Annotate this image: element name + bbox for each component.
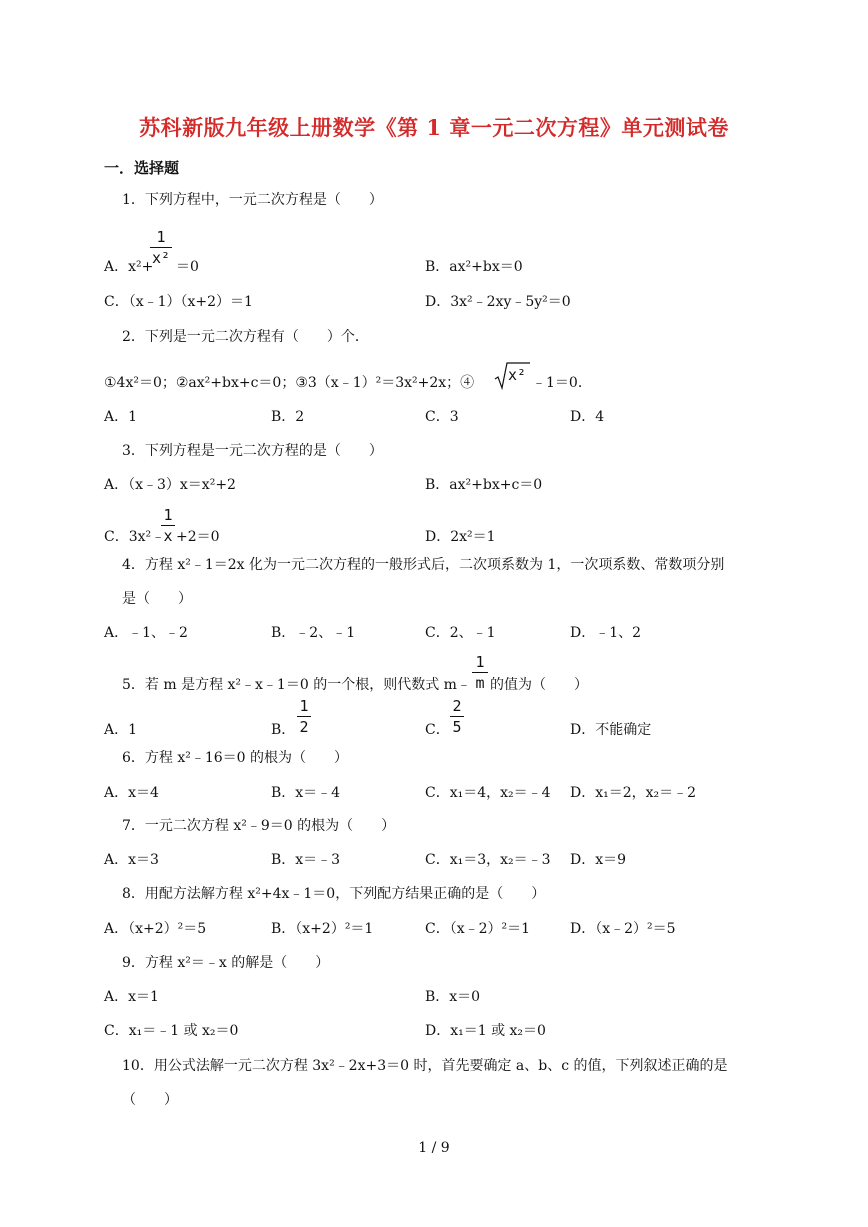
q8-option-a: A．（x+2）²＝5 bbox=[104, 921, 207, 937]
fraction-denominator: m bbox=[475, 674, 485, 692]
question-5-stem-suffix: 的值为（ ） bbox=[490, 677, 588, 693]
q9-option-a: A．x＝1 bbox=[104, 989, 159, 1005]
q4-option-b: B．﹣2、﹣1 bbox=[271, 625, 356, 641]
q4-option-a: A．﹣1、﹣2 bbox=[104, 625, 188, 641]
q5-option-b-label: B． bbox=[271, 722, 296, 738]
question-8-stem: 8．用配方法解方程 x²+4x﹣1＝0，下列配方结果正确的是（ ） bbox=[122, 886, 546, 902]
question-3-stem: 3．下列方程是一元二次方程的是（ ） bbox=[122, 443, 383, 459]
fraction-denominator: 2 bbox=[299, 718, 309, 736]
q3-option-d: D．2x²＝1 bbox=[425, 529, 496, 545]
q3-option-a: A．（x﹣3）x＝x²+2 bbox=[104, 477, 236, 493]
q9-option-d: D．x₁＝1 或 x₂＝0 bbox=[425, 1023, 546, 1039]
q1-option-b: B．ax²+bx＝0 bbox=[425, 259, 523, 275]
question-10-stem-line-1: 10．用公式法解一元二次方程 3x²﹣2x+3＝0 时，首先要确定 a、b、c 的值，下列叙述正确的是 bbox=[122, 1058, 728, 1074]
q7-option-b: B．x＝﹣3 bbox=[271, 852, 341, 868]
q6-option-d: D．x₁＝2，x₂＝﹣2 bbox=[570, 785, 697, 801]
q5-fraction bbox=[472, 653, 488, 692]
q3-option-c-prefix: C．3x²﹣ bbox=[104, 529, 166, 545]
q1-option-a-suffix: ＝0 bbox=[176, 259, 199, 275]
fraction-denominator: 5 bbox=[452, 718, 462, 736]
radicand: x² bbox=[508, 366, 527, 384]
q5-option-c-label: C． bbox=[425, 722, 450, 738]
q2-items-prefix: ①4x²＝0；②ax²+bx+c＝0；③3（x﹣1）²＝3x²+2x；④ bbox=[104, 375, 475, 391]
q5-option-c-fraction bbox=[450, 697, 464, 736]
fraction-numerator: 1 bbox=[156, 228, 166, 246]
question-1-stem: 1．下列方程中，一元二次方程是（ ） bbox=[122, 192, 383, 208]
fraction-numerator: 1 bbox=[163, 506, 173, 524]
question-7-stem: 7．一元二次方程 x²﹣9＝0 的根为（ ） bbox=[122, 818, 396, 834]
q8-option-c: C．（x﹣2）²＝1 bbox=[425, 921, 531, 937]
question-4-stem-line-1: 4．方程 x²﹣1＝2x 化为一元二次方程的一般形式后，二次项系数为 1，一次项系数、常数项分别 bbox=[122, 557, 725, 573]
q6-option-b: B．x＝﹣4 bbox=[271, 785, 341, 801]
q8-option-b: B．（x+2）²＝1 bbox=[271, 921, 374, 937]
question-2-stem: 2．下列是一元二次方程有（ ）个． bbox=[122, 329, 369, 345]
question-9-stem: 9．方程 x²＝﹣x 的解是（ ） bbox=[122, 955, 330, 971]
q2-items-suffix: ﹣1＝0． bbox=[532, 375, 592, 391]
fraction-numerator: 2 bbox=[452, 697, 462, 715]
q1-option-d: D．3x²﹣2xy﹣5y²＝0 bbox=[425, 294, 571, 310]
fraction-denominator: x bbox=[163, 527, 173, 545]
q5-option-b-fraction bbox=[297, 697, 311, 736]
fraction-bar bbox=[450, 716, 464, 717]
q7-option-d: D．x＝9 bbox=[570, 852, 627, 868]
fraction-numerator: 1 bbox=[299, 697, 309, 715]
page-title: 苏科新版九年级上册数学《第 1 章一元二次方程》单元测试卷 bbox=[139, 115, 729, 140]
q1-option-c: C．（x﹣1）（x+2）＝1 bbox=[104, 294, 253, 310]
fraction-bar bbox=[161, 525, 175, 526]
q9-option-b: B．x＝0 bbox=[425, 989, 481, 1005]
q4-option-c: C．2、﹣1 bbox=[425, 625, 496, 641]
fraction-denominator: x² bbox=[151, 249, 171, 267]
q4-option-d: D．﹣1、2 bbox=[570, 625, 642, 641]
q5-option-a: A．1 bbox=[104, 722, 138, 738]
q6-option-a: A．x＝4 bbox=[104, 785, 159, 801]
section-heading: 一．选择题 bbox=[104, 159, 180, 177]
question-4-stem-line-2: 是（ ） bbox=[122, 591, 192, 607]
question-5-stem-prefix: 5．若 m 是方程 x²﹣x﹣1＝0 的一个根，则代数式 m﹣ bbox=[122, 677, 471, 693]
q1-option-a-fraction bbox=[150, 228, 172, 267]
q2-square-root bbox=[494, 360, 530, 390]
fraction-numerator: 1 bbox=[475, 653, 485, 671]
q5-option-d: D．不能确定 bbox=[570, 722, 652, 738]
q9-option-c: C．x₁＝﹣1 或 x₂＝0 bbox=[104, 1023, 239, 1039]
q2-option-b: B．2 bbox=[271, 409, 305, 425]
q3-option-b: B．ax²+bx+c＝0 bbox=[425, 477, 543, 493]
fraction-bar bbox=[150, 247, 172, 248]
page-number: 1 / 9 bbox=[418, 1140, 450, 1156]
q1-option-a-prefix: A．x²+ bbox=[104, 259, 154, 275]
q3-option-c-suffix: +2＝0 bbox=[176, 529, 220, 545]
q2-option-a: A．1 bbox=[104, 409, 138, 425]
q3-option-c-fraction bbox=[161, 506, 175, 545]
q6-option-c: C．x₁＝4，x₂＝﹣4 bbox=[425, 785, 551, 801]
question-10-stem-line-2: （ ） bbox=[122, 1092, 178, 1108]
fraction-bar bbox=[297, 716, 311, 717]
q7-option-c: C．x₁＝3，x₂＝﹣3 bbox=[425, 852, 551, 868]
q8-option-d: D．（x﹣2）²＝5 bbox=[570, 921, 676, 937]
q7-option-a: A．x＝3 bbox=[104, 852, 159, 868]
q2-option-d: D．4 bbox=[570, 409, 605, 425]
q2-option-c: C．3 bbox=[425, 409, 459, 425]
fraction-bar bbox=[472, 672, 488, 673]
question-6-stem: 6．方程 x²﹣16＝0 的根为（ ） bbox=[122, 750, 349, 766]
